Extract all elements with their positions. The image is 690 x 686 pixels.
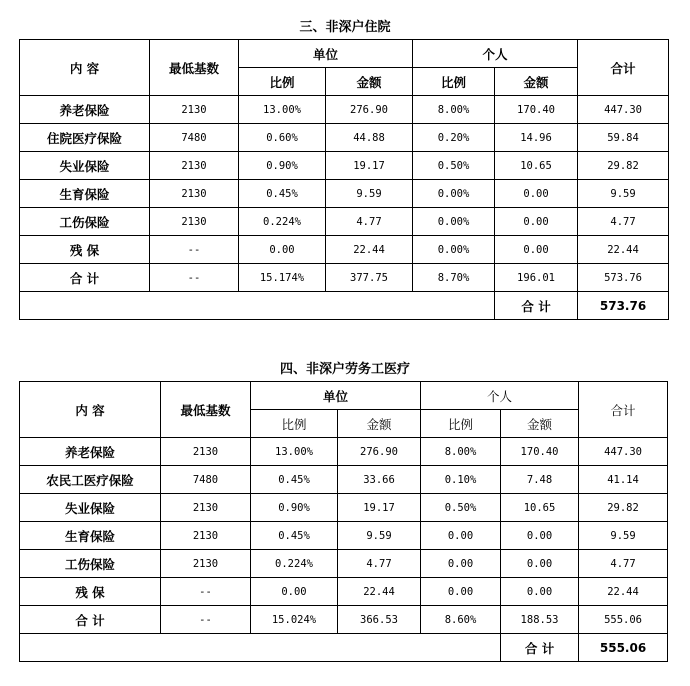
row-unit-ratio: 15.174% xyxy=(239,264,326,292)
section-4-table xyxy=(19,381,668,662)
row-name: 工伤保险 xyxy=(20,208,150,236)
row-unit-amount: 22.44 xyxy=(338,578,421,606)
row-personal-ratio: 8.70% xyxy=(413,264,495,292)
row-personal-ratio: 8.60% xyxy=(421,606,501,634)
row-unit-amount: 276.90 xyxy=(326,96,413,124)
table-row xyxy=(20,606,668,634)
row-unit-ratio: 0.45% xyxy=(251,522,338,550)
table-row xyxy=(20,96,669,124)
header-personal-amount: 金额 xyxy=(495,68,578,96)
row-personal-ratio: 0.00 xyxy=(421,550,501,578)
row-name: 合 计 xyxy=(20,264,150,292)
row-base: 2130 xyxy=(150,180,239,208)
row-unit-ratio: 0.224% xyxy=(251,550,338,578)
row-personal-ratio: 0.00 xyxy=(421,522,501,550)
row-unit-amount: 9.59 xyxy=(338,522,421,550)
table-row xyxy=(20,180,669,208)
grand-total-value: 555.06 xyxy=(579,634,668,662)
row-personal-ratio: 8.00% xyxy=(421,438,501,466)
row-personal-ratio: 0.00% xyxy=(413,208,495,236)
row-unit-ratio: 0.90% xyxy=(251,494,338,522)
row-personal-amount: 170.40 xyxy=(501,438,579,466)
header-personal-ratio: 比例 xyxy=(413,68,495,96)
row-base: 2130 xyxy=(150,152,239,180)
row-name: 生育保险 xyxy=(20,180,150,208)
row-name: 工伤保险 xyxy=(20,550,161,578)
header-unit-ratio: 比例 xyxy=(239,68,326,96)
header-unit: 单位 xyxy=(251,382,421,410)
row-name: 残 保 xyxy=(20,236,150,264)
row-base: 7480 xyxy=(150,124,239,152)
section-4-title: 四、非深户劳务工医疗 xyxy=(279,362,410,377)
grand-total-value: 573.76 xyxy=(578,292,669,320)
row-unit-amount: 9.59 xyxy=(326,180,413,208)
row-personal-amount: 196.01 xyxy=(495,264,578,292)
table-row xyxy=(20,236,669,264)
row-unit-amount: 4.77 xyxy=(338,550,421,578)
row-unit-ratio: 0.60% xyxy=(239,124,326,152)
row-name: 合 计 xyxy=(20,606,161,634)
row-name: 养老保险 xyxy=(20,96,150,124)
row-name: 农民工医疗保险 xyxy=(20,466,161,494)
row-personal-amount: 7.48 xyxy=(501,466,579,494)
row-total: 29.82 xyxy=(578,152,669,180)
row-unit-amount: 44.88 xyxy=(326,124,413,152)
row-base: 2130 xyxy=(161,494,251,522)
table-row xyxy=(20,550,668,578)
row-personal-amount: 0.00 xyxy=(495,180,578,208)
header-personal-amount: 金额 xyxy=(501,410,579,438)
row-unit-amount: 276.90 xyxy=(338,438,421,466)
row-unit-amount: 366.53 xyxy=(338,606,421,634)
row-personal-amount: 14.96 xyxy=(495,124,578,152)
header-content: 内 容 xyxy=(20,40,150,96)
row-name: 失业保险 xyxy=(20,152,150,180)
row-total: 4.77 xyxy=(578,208,669,236)
row-unit-ratio: 15.024% xyxy=(251,606,338,634)
row-base: -- xyxy=(161,606,251,634)
row-unit-ratio: 0.45% xyxy=(251,466,338,494)
table-row xyxy=(20,494,668,522)
header-unit-ratio: 比例 xyxy=(251,410,338,438)
grand-total-blank xyxy=(20,634,501,662)
header-total: 合计 xyxy=(579,382,668,438)
row-unit-amount: 4.77 xyxy=(326,208,413,236)
header-base: 最低基数 xyxy=(161,382,251,438)
header-total: 合计 xyxy=(578,40,669,96)
row-personal-amount: 0.00 xyxy=(495,208,578,236)
grand-total-label: 合 计 xyxy=(495,292,578,320)
row-name: 住院医疗保险 xyxy=(20,124,150,152)
row-personal-amount: 170.40 xyxy=(495,96,578,124)
grand-total-blank xyxy=(20,292,495,320)
row-personal-ratio: 0.20% xyxy=(413,124,495,152)
row-personal-amount: 0.00 xyxy=(501,522,579,550)
table-row xyxy=(20,466,668,494)
row-total: 555.06 xyxy=(579,606,668,634)
row-total: 447.30 xyxy=(578,96,669,124)
row-personal-amount: 0.00 xyxy=(501,578,579,606)
row-personal-amount: 10.65 xyxy=(495,152,578,180)
row-base: -- xyxy=(161,578,251,606)
header-personal-ratio: 比例 xyxy=(421,410,501,438)
row-total: 22.44 xyxy=(578,236,669,264)
row-personal-amount: 10.65 xyxy=(501,494,579,522)
row-personal-ratio: 0.50% xyxy=(421,494,501,522)
row-total: 41.14 xyxy=(579,466,668,494)
table-row xyxy=(20,152,669,180)
table-row xyxy=(20,208,669,236)
row-unit-ratio: 0.00 xyxy=(239,236,326,264)
row-base: 2130 xyxy=(161,522,251,550)
row-unit-amount: 33.66 xyxy=(338,466,421,494)
row-personal-amount: 0.00 xyxy=(501,550,579,578)
header-personal: 个人 xyxy=(413,40,578,68)
section-3-title: 三、非深户住院 xyxy=(299,20,391,35)
row-unit-ratio: 0.224% xyxy=(239,208,326,236)
table-row xyxy=(20,264,669,292)
row-total: 9.59 xyxy=(578,180,669,208)
row-unit-ratio: 0.00 xyxy=(251,578,338,606)
row-name: 生育保险 xyxy=(20,522,161,550)
row-unit-ratio: 13.00% xyxy=(239,96,326,124)
header-content: 内 容 xyxy=(20,382,161,438)
header-base: 最低基数 xyxy=(150,40,239,96)
row-name: 养老保险 xyxy=(20,438,161,466)
row-unit-amount: 19.17 xyxy=(326,152,413,180)
header-unit: 单位 xyxy=(239,40,413,68)
row-unit-amount: 19.17 xyxy=(338,494,421,522)
row-unit-amount: 377.75 xyxy=(326,264,413,292)
row-unit-ratio: 0.45% xyxy=(239,180,326,208)
row-total: 447.30 xyxy=(579,438,668,466)
header-personal: 个人 xyxy=(421,382,579,410)
table-row xyxy=(20,438,668,466)
row-total: 4.77 xyxy=(579,550,668,578)
row-unit-ratio: 0.90% xyxy=(239,152,326,180)
table-row xyxy=(20,124,669,152)
row-base: -- xyxy=(150,264,239,292)
row-name: 失业保险 xyxy=(20,494,161,522)
row-personal-ratio: 0.00% xyxy=(413,236,495,264)
table-row xyxy=(20,578,668,606)
header-unit-amount: 金额 xyxy=(326,68,413,96)
row-personal-ratio: 0.00 xyxy=(421,578,501,606)
row-base: 7480 xyxy=(161,466,251,494)
row-total: 29.82 xyxy=(579,494,668,522)
row-total: 9.59 xyxy=(579,522,668,550)
grand-total-label: 合 计 xyxy=(501,634,579,662)
row-unit-ratio: 13.00% xyxy=(251,438,338,466)
row-total: 59.84 xyxy=(578,124,669,152)
row-personal-amount: 0.00 xyxy=(495,236,578,264)
row-personal-ratio: 8.00% xyxy=(413,96,495,124)
row-unit-amount: 22.44 xyxy=(326,236,413,264)
table-row xyxy=(20,522,668,550)
row-total: 22.44 xyxy=(579,578,668,606)
row-base: 2130 xyxy=(161,550,251,578)
row-personal-ratio: 0.00% xyxy=(413,180,495,208)
header-unit-amount: 金额 xyxy=(338,410,421,438)
row-base: 2130 xyxy=(150,96,239,124)
section-3-table xyxy=(19,39,669,320)
row-personal-ratio: 0.50% xyxy=(413,152,495,180)
row-base: -- xyxy=(150,236,239,264)
row-base: 2130 xyxy=(150,208,239,236)
row-personal-ratio: 0.10% xyxy=(421,466,501,494)
row-total: 573.76 xyxy=(578,264,669,292)
row-name: 残 保 xyxy=(20,578,161,606)
row-base: 2130 xyxy=(161,438,251,466)
row-personal-amount: 188.53 xyxy=(501,606,579,634)
